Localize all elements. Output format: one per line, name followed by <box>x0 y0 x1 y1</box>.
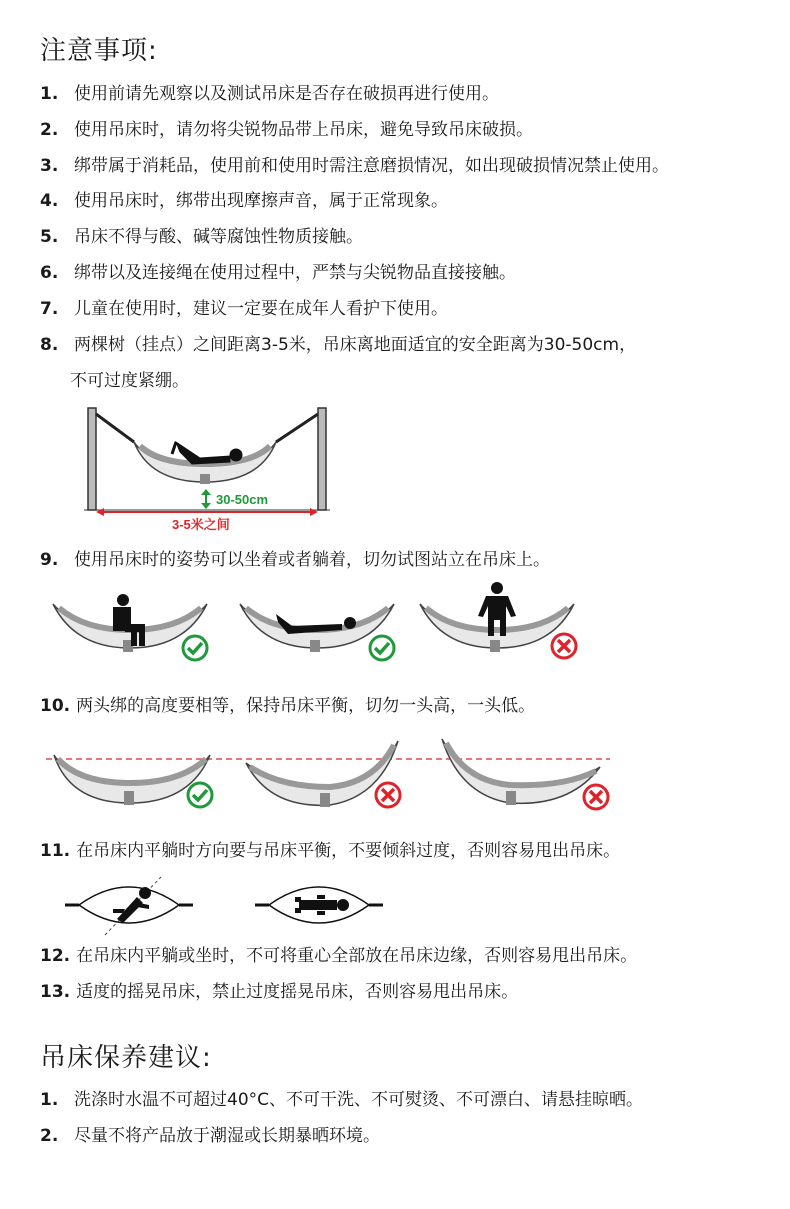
list-item <box>40 297 448 321</box>
cross-mark-icon <box>552 634 576 658</box>
item-number: 13. <box>40 982 71 1002</box>
item-text: 使用吊床时的姿势可以坐着或者躺着，切勿试图站立在吊床上。 <box>74 550 550 570</box>
item-number: 2. <box>40 1126 59 1146</box>
item-number: 3. <box>40 156 59 176</box>
item-text: 适度的摇晃吊床，禁止过度摇晃吊床，否则容易甩出吊床。 <box>76 982 519 1002</box>
item-text: 两棵树（挂点）之间距离3-5米，吊床离地面适宜的安全距离为30-50cm， <box>74 335 637 355</box>
level-balance-diagram <box>40 735 620 815</box>
cross-mark-icon <box>376 783 400 807</box>
height-arrow-head-up <box>201 489 211 495</box>
hammock-pouch <box>310 640 320 652</box>
item-text: 绑带属于消耗品，使用前和使用时需注意磨损情况，如出现破损情况禁止使用。 <box>74 156 669 176</box>
item-text: 在吊床内平躺或坐时，不可将重心全部放在吊床边缘，否则容易甩出吊床。 <box>76 946 638 966</box>
strap-left <box>96 414 134 442</box>
posture-standing-diagram <box>412 580 582 665</box>
item-number: 8. <box>40 335 59 355</box>
top-view-straight-diagram <box>255 875 395 935</box>
section-title-maintenance: 吊床保养建议: <box>40 1043 212 1073</box>
check-mark-icon <box>370 636 394 660</box>
item-text: 在吊床内平躺时方向要与吊床平衡，不要倾斜过度，否则容易甩出吊床。 <box>76 841 621 861</box>
item-number: 11. <box>40 841 71 861</box>
item-text: 绑带以及连接绳在使用过程中，严禁与尖锐物品直接接触。 <box>74 263 516 283</box>
list-item <box>40 944 637 968</box>
check-mark-icon <box>188 783 212 807</box>
list-item <box>40 189 448 213</box>
hammock-pouch <box>490 640 500 652</box>
item-text: 使用前请先观察以及测试吊床是否存在破损再进行使用。 <box>74 84 499 104</box>
item-number: 4. <box>40 191 59 211</box>
distance-label: 3-5米之间 <box>172 517 230 532</box>
height-arrow-head-down <box>201 503 211 509</box>
list-item <box>40 225 363 249</box>
list-item <box>40 694 535 718</box>
hammock-left-high <box>442 739 600 805</box>
list-item <box>40 261 516 285</box>
list-item <box>40 154 669 178</box>
posture-lying-diagram <box>232 590 402 665</box>
strap-right <box>276 414 318 442</box>
hammock-balanced <box>54 755 210 805</box>
item-text: 两头绑的高度要相等，保持吊床平衡，切勿一头高，一头低。 <box>76 696 536 716</box>
hammock-outline <box>79 887 179 923</box>
list-item <box>40 333 636 357</box>
section-title-precautions: 注意事项: <box>40 36 158 66</box>
check-mark-icon <box>183 636 207 660</box>
list-item <box>40 118 533 142</box>
list-item <box>40 548 550 572</box>
tree-post-right <box>318 408 326 510</box>
item-text: 儿童在使用时，建议一定要在成年人看护下使用。 <box>74 299 448 319</box>
tree-post-left <box>88 408 96 510</box>
distance-arrow-head-left <box>96 508 104 516</box>
item-number: 1. <box>40 84 59 104</box>
item-number: 6. <box>40 263 59 283</box>
item-number: 7. <box>40 299 59 319</box>
height-label: 30-50cm <box>216 492 269 507</box>
posture-sitting-diagram <box>45 590 215 665</box>
hammock-distance-diagram <box>80 400 340 540</box>
item-number: 10. <box>40 696 71 716</box>
list-item <box>40 1124 380 1148</box>
list-item <box>40 980 518 1004</box>
item-number: 9. <box>40 550 59 570</box>
item-number: 1. <box>40 1090 59 1110</box>
item-text: 洗涤时水温不可超过40°C、不可干洗、不可熨烫、不可漂白、请悬挂晾晒。 <box>74 1090 644 1110</box>
list-item <box>40 82 499 106</box>
item-text-continued: 不可过度紧绷。 <box>70 371 189 391</box>
list-item <box>40 1088 643 1112</box>
item-text: 使用吊床时，绑带出现摩擦声音，属于正常现象。 <box>74 191 448 211</box>
item-text: 尽量不将产品放于潮湿或长期暴晒环境。 <box>74 1126 380 1146</box>
item-number: 12. <box>40 946 71 966</box>
cross-mark-icon <box>584 785 608 809</box>
top-view-tilted-diagram <box>65 875 205 935</box>
list-item <box>40 839 620 863</box>
item-text: 使用吊床时，请勿将尖锐物品带上吊床，避免导致吊床破损。 <box>74 120 533 140</box>
item-text: 吊床不得与酸、碱等腐蚀性物质接触。 <box>74 227 363 247</box>
distance-arrow-head-right <box>310 508 318 516</box>
item-number: 2. <box>40 120 59 140</box>
hammock-pouch <box>200 474 210 484</box>
item-number: 5. <box>40 227 59 247</box>
